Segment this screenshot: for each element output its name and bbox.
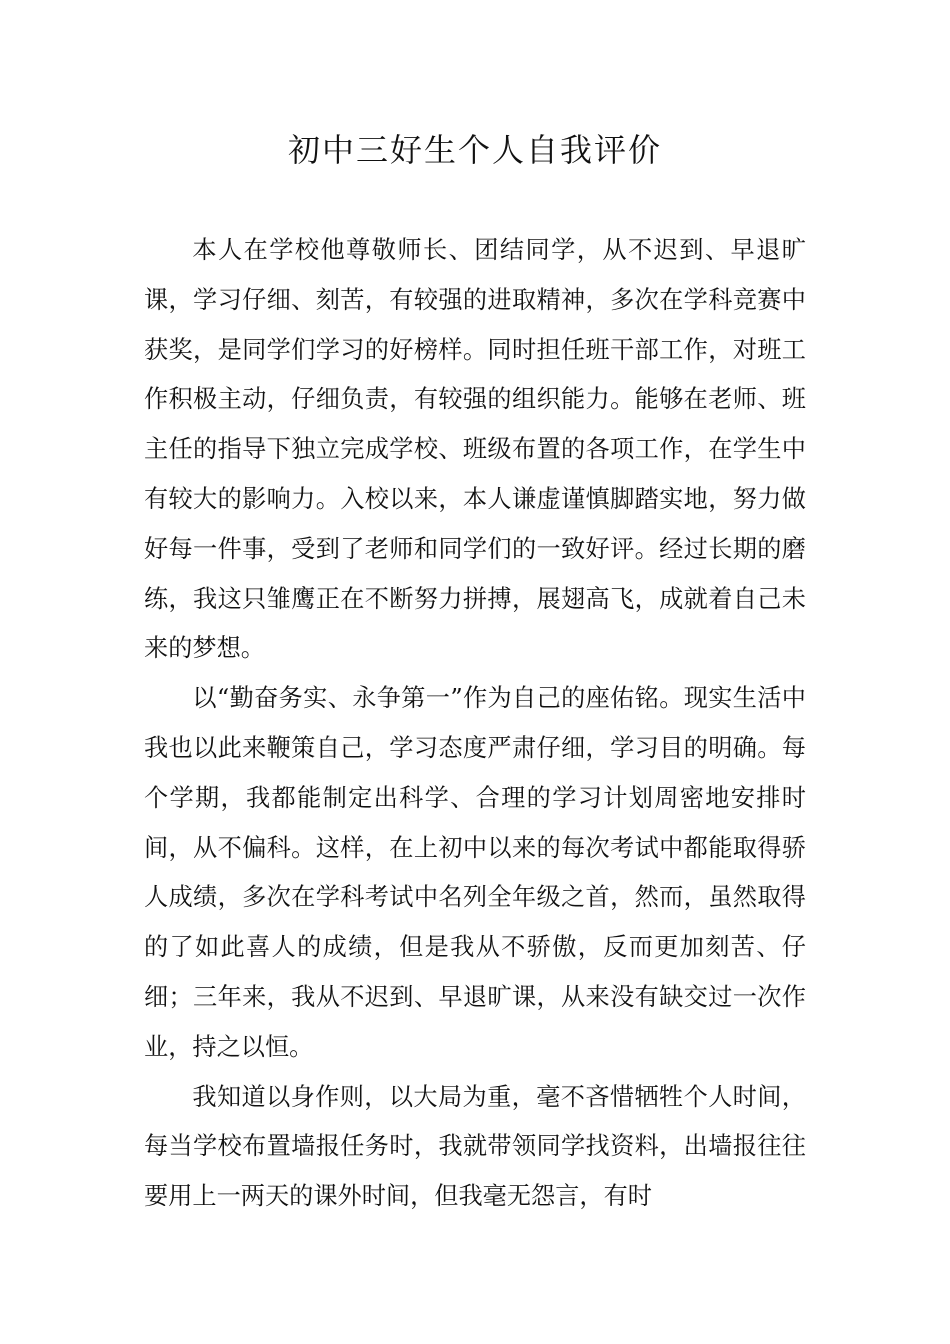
paragraph-3: 我知道以身作则，以大局为重，毫不吝惜牺牲个人时间，每当学校布置墙报任务时，我就带领同学找资料，出墙报往往要用上一两天的课外时间，但我毫无怨言，有时 <box>144 1082 806 1211</box>
document-body <box>144 226 806 1222</box>
paragraph-1: 本人在学校他尊敬师长、团结同学，从不迟到、早退旷课，学习仔细、刻苦，有较强的进取精神，多次在学科竞赛中获奖，是同学们学习的好榜样。同时担任班干部工作，对班工作积极主动，仔细负责，有较强的组织能力。能够在老师、班主任的指导下独立完成学校、班级布置的各项工作，在学生中有较大的影响力。入校以来，本人谦虚谨慎脚踏实地，努力做好每一件事，受到了老师和同学们的一致好评。经过长期的磨练，我这只雏鹰正在不断努力拼搏，展翅高飞，成就着自己未来的梦想。 <box>144 236 806 663</box>
document-title: 初中三好生个人自我评价 <box>287 131 662 169</box>
paragraph-2: 以“勤奋务实、永争第一”作为自己的座佑铭。现实生活中我也以此来鞭策自己，学习态度严肃仔细，学习目的明确。每个学期，我都能制定出科学、合理的学习计划周密地安排时间，从不偏科。这样，在上初中以来的每次考试中都能取得骄人成绩，多次在学科考试中名列全年级之首，然而，虽然取得的了如此喜人的成绩，但是我从不骄傲，反而更加刻苦、仔细；三年来，我从不迟到、早退旷课，从来没有缺交过一次作业，持之以恒。 <box>144 684 806 1061</box>
